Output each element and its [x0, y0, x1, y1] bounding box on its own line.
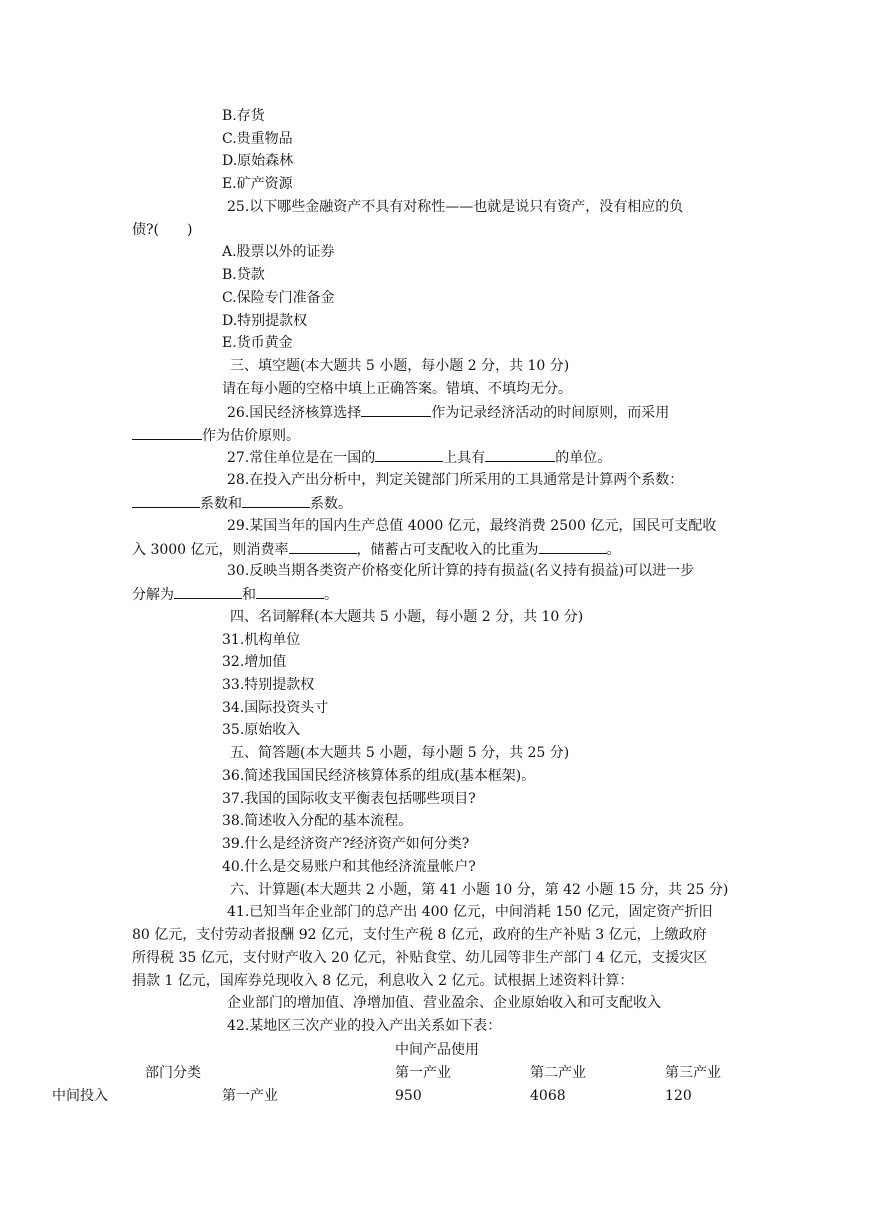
q41-line3: 所得税 35 亿元，支付财产收入 20 亿元，补贴食堂、幼儿园等非生产部门 4 亿元，支援灾区 [132, 950, 708, 966]
q28-blank-1 [132, 493, 200, 508]
q29-blank-2 [539, 539, 607, 554]
section4-title: 四、名词解释(本大题共 5 小题，每小题 2 分，共 10 分) [230, 609, 584, 625]
q24-option-b: B.存货 [222, 108, 265, 124]
q24-option-e: E.矿产资源 [222, 176, 293, 192]
section6-title: 六、计算题(本大题共 2 小题，第 41 小题 10 分，第 42 小题 15 分，共 25 分) [230, 882, 729, 898]
q30-line2 [132, 584, 338, 605]
q27-text-b: 上具有 [443, 450, 486, 466]
table-cell: 950 [395, 1088, 422, 1104]
short-answer-37: 37.我国的国际收支平衡表包括哪些项目? [222, 791, 476, 807]
q41-line4: 捐款 1 亿元，国库券兑现收入 8 亿元，利息收入 2 亿元。试根据上述资料计算： [132, 973, 634, 989]
q25-option-c: C.保险专门准备金 [222, 290, 335, 306]
short-answer-36: 36.简述我国国民经济核算体系的组成(基本框架)。 [222, 768, 536, 784]
q25-option-e: E.货币黄金 [222, 335, 293, 351]
q28-line1: 28.在投入产出分析中，判定关键部门所采用的工具通常是计算两个系数： [227, 472, 684, 488]
q26-text-a: 26.国民经济核算选择 [227, 405, 362, 421]
q29-line1: 29.某国当年的国内生产总值 4000 亿元，最终消费 2500 亿元，国民可支配收 [227, 518, 717, 534]
table-col-primary: 第一产业 [395, 1065, 451, 1081]
table-row-group-label: 中间投入 [52, 1088, 108, 1104]
short-answer-40: 40.什么是交易账户和其他经济流量帐户? [222, 859, 476, 875]
q30-text-b: 分解为 [132, 587, 174, 603]
section3-title: 三、填空题(本大题共 5 小题，每小题 2 分，共 10 分) [230, 358, 570, 374]
q25-stem-line1: 25.以下哪些金融资产不具有对称性——也就是说只有资产，没有相应的负 [227, 199, 684, 215]
q30-blank-1 [174, 584, 242, 599]
table-dept-label: 部门分类 [145, 1065, 201, 1081]
q28-text-b: 系数和 [200, 496, 242, 512]
term-33: 33.特别提款权 [222, 677, 315, 693]
q24-option-d: D.原始森林 [222, 153, 294, 169]
table-cell: 120 [665, 1088, 692, 1104]
section5-title: 五、简答题(本大题共 5 小题，每小题 5 分，共 25 分) [230, 745, 570, 761]
q28-text-c: 系数。 [310, 496, 352, 512]
q29-text-b: 入 3000 亿元，则消费率 [132, 542, 289, 558]
term-31: 31.机构单位 [222, 632, 301, 648]
term-35: 35.原始收入 [222, 722, 301, 738]
q27-blank-1 [375, 447, 443, 462]
term-32: 32.增加值 [222, 654, 287, 670]
q27-text-a: 27.常住单位是在一国的 [227, 450, 376, 466]
section3-instruction: 请在每小题的空格中填上正确答案。错填、不填均无分。 [222, 381, 572, 397]
short-answer-38: 38.简述收入分配的基本流程。 [222, 813, 413, 829]
q30-text-c: 和 [242, 587, 256, 603]
q25-option-a: A.股票以外的证券 [222, 244, 335, 260]
q27-line [227, 447, 611, 468]
table-row-label: 第一产业 [222, 1088, 278, 1104]
q25-stem-line2: 债?( ) [132, 222, 193, 238]
table-col-tertiary: 第三产业 [665, 1065, 721, 1081]
q24-option-c: C.贵重物品 [222, 131, 293, 147]
q29-text-c: ，储蓄占可支配收入的比重为 [356, 542, 539, 558]
q27-text-c: 的单位。 [555, 450, 612, 466]
short-answer-39: 39.什么是经济资产?经济资产如何分类? [222, 836, 470, 852]
q26-blank-1 [361, 402, 431, 417]
q26-line1 [227, 402, 669, 423]
q26-text-c: 作为估价原则。 [202, 428, 300, 444]
q41-line1: 41.已知当年企业部门的总产出 400 亿元，中间消耗 150 亿元，固定资产折旧 [227, 904, 713, 920]
q29-blank-1 [289, 539, 357, 554]
table-header-intermediate-use: 中间产品使用 [395, 1042, 479, 1058]
q41-line2: 80 亿元，支付劳动者报酬 92 亿元，支付生产税 8 亿元，政府的生产补贴 3 亿元，上缴政府 [132, 927, 707, 943]
q25-option-b: B.贷款 [222, 267, 265, 283]
q26-blank-2 [132, 425, 202, 440]
q27-blank-2 [485, 447, 555, 462]
table-col-secondary: 第二产业 [530, 1065, 586, 1081]
q26-text-b: 作为记录经济活动的时间原则，而采用 [431, 405, 670, 421]
q30-blank-2 [256, 584, 324, 599]
q41-task: 企业部门的增加值、净增加值、营业盈余、企业原始收入和可支配收入 [227, 995, 661, 1011]
q26-line2 [132, 425, 300, 446]
q28-blank-2 [242, 493, 310, 508]
term-34: 34.国际投资头寸 [222, 700, 329, 716]
q30-text-d: 。 [324, 587, 338, 603]
table-cell: 4068 [530, 1088, 566, 1104]
q28-line2 [132, 493, 352, 514]
q25-option-d: D.特别提款权 [222, 313, 308, 329]
q42-stem: 42.某地区三次产业的投入产出关系如下表： [227, 1018, 502, 1034]
q29-line2 [132, 539, 621, 560]
q30-line1: 30.反映当期各类资产价格变化所计算的持有损益(名义持有损益)可以进一步 [227, 563, 695, 579]
q29-text-d: 。 [606, 542, 621, 558]
